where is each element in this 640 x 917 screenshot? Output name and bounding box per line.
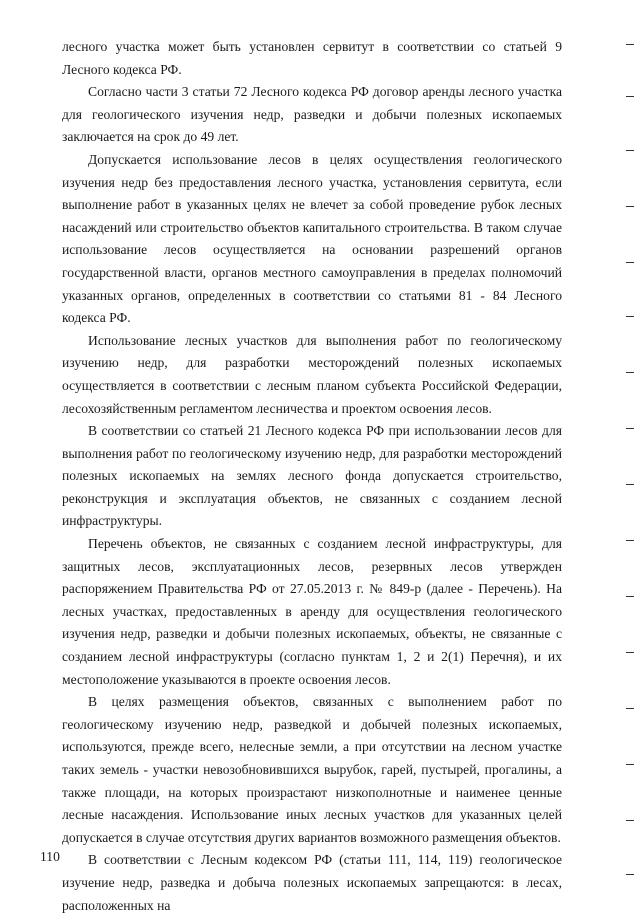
margin-tick [626,764,634,765]
margin-tick [626,96,634,97]
paragraph: Допускается использование лесов в целях осуществления геологического изучения недр без предоставления лесного участка, установления сервитута, если выполнение работ в указанных целях не влечет за собой проведение рубок лесных насаждений или строительство объектов капитального строительства. В таком случае использование лесов осуществляется на основании разрешений органов государственной власти, органов местного самоуправления в пределах полномочий указанных органов, определенных в соответствии со статьями 81 - 84 Лесного кодекса РФ. [62,151,562,326]
margin-tick [626,708,634,709]
paragraph: лесного участка может быть установлен сервитут в соответствии со статьей 9 Лесного кодекса РФ. [62,39,562,77]
paragraph: В соответствии с Лесным кодексом РФ (статьи 111, 114, 119) геологическое изучение недр, разведка и добыча полезных ископаемых запрещаются: в лесах, расположенных на [62,852,562,913]
document-body [62,36,562,917]
margin-tick [626,484,634,485]
margin-tick [626,372,634,373]
paragraph: В целях размещения объектов, связанных с выполнением работ по геологическому изучению недр, разведкой и добычей полезных ископаемых, используются, прежде всего, нелесные земли, а при отсутствии на лесном участке таких земель - участки невозобновившихся вырубок, гарей, пустырей, прогалины, а также площади, на которых произрастают низкополнотные и наименее ценные лесные насаждения. Использование иных лесных участков для указанных целей допускается в случае отсутствия других вариантов возможного размещения объектов. [62,694,562,845]
margin-tick [626,316,634,317]
margin-tick [626,540,634,541]
margin-tick [626,44,634,45]
margin-tick [626,262,634,263]
margin-tick [626,206,634,207]
paragraph: В соответствии со статьей 21 Лесного кодекса РФ при использовании лесов для выполнения работ по геологическому изучению недр, для разработки месторождений полезных ископаемых на землях лесного фонда допускается строительство, реконструкция и эксплуатация объектов, не связанных с созданием лесной инфраструктуры. [62,423,562,529]
margin-tick [626,428,634,429]
paragraph: Согласно части 3 статьи 72 Лесного кодекса РФ договор аренды лесного участка для геологического изучения недр, разведки и добычи полезных ископаемых заключается на срок до 49 лет. [62,84,562,145]
page-number: 110 [40,849,60,864]
margin-tick [626,874,634,875]
margin-tick [626,820,634,821]
margin-tick [626,596,634,597]
margin-tick [626,652,634,653]
paragraph: Перечень объектов, не связанных с созданием лесной инфраструктуры, для защитных лесов, эксплуатационных лесов, резервных лесов утвержден распоряжением Правительства РФ от 27.05.2013 г. № 849-р (далее - Перечень). На лесных участках, предоставленных в аренду для осуществления геологического изучения недр, разведки и добычи полезных ископаемых, объекты, не связанные с созданием лесной инфраструктуры (согласно пунктам 1, 2 и 2(1) Перечня), и их местоположение указываются в проекте освоения лесов. [62,536,562,687]
paragraph: Использование лесных участков для выполнения работ по геологическому изучению недр, для разработки месторождений полезных ископаемых осуществляется в соответствии с лесным планом субъекта Российской Федерации, лесохозяйственным регламентом лесничества и проектом освоения лесов. [62,332,562,416]
margin-tick [626,150,634,151]
margin-scan-marks [620,0,640,905]
